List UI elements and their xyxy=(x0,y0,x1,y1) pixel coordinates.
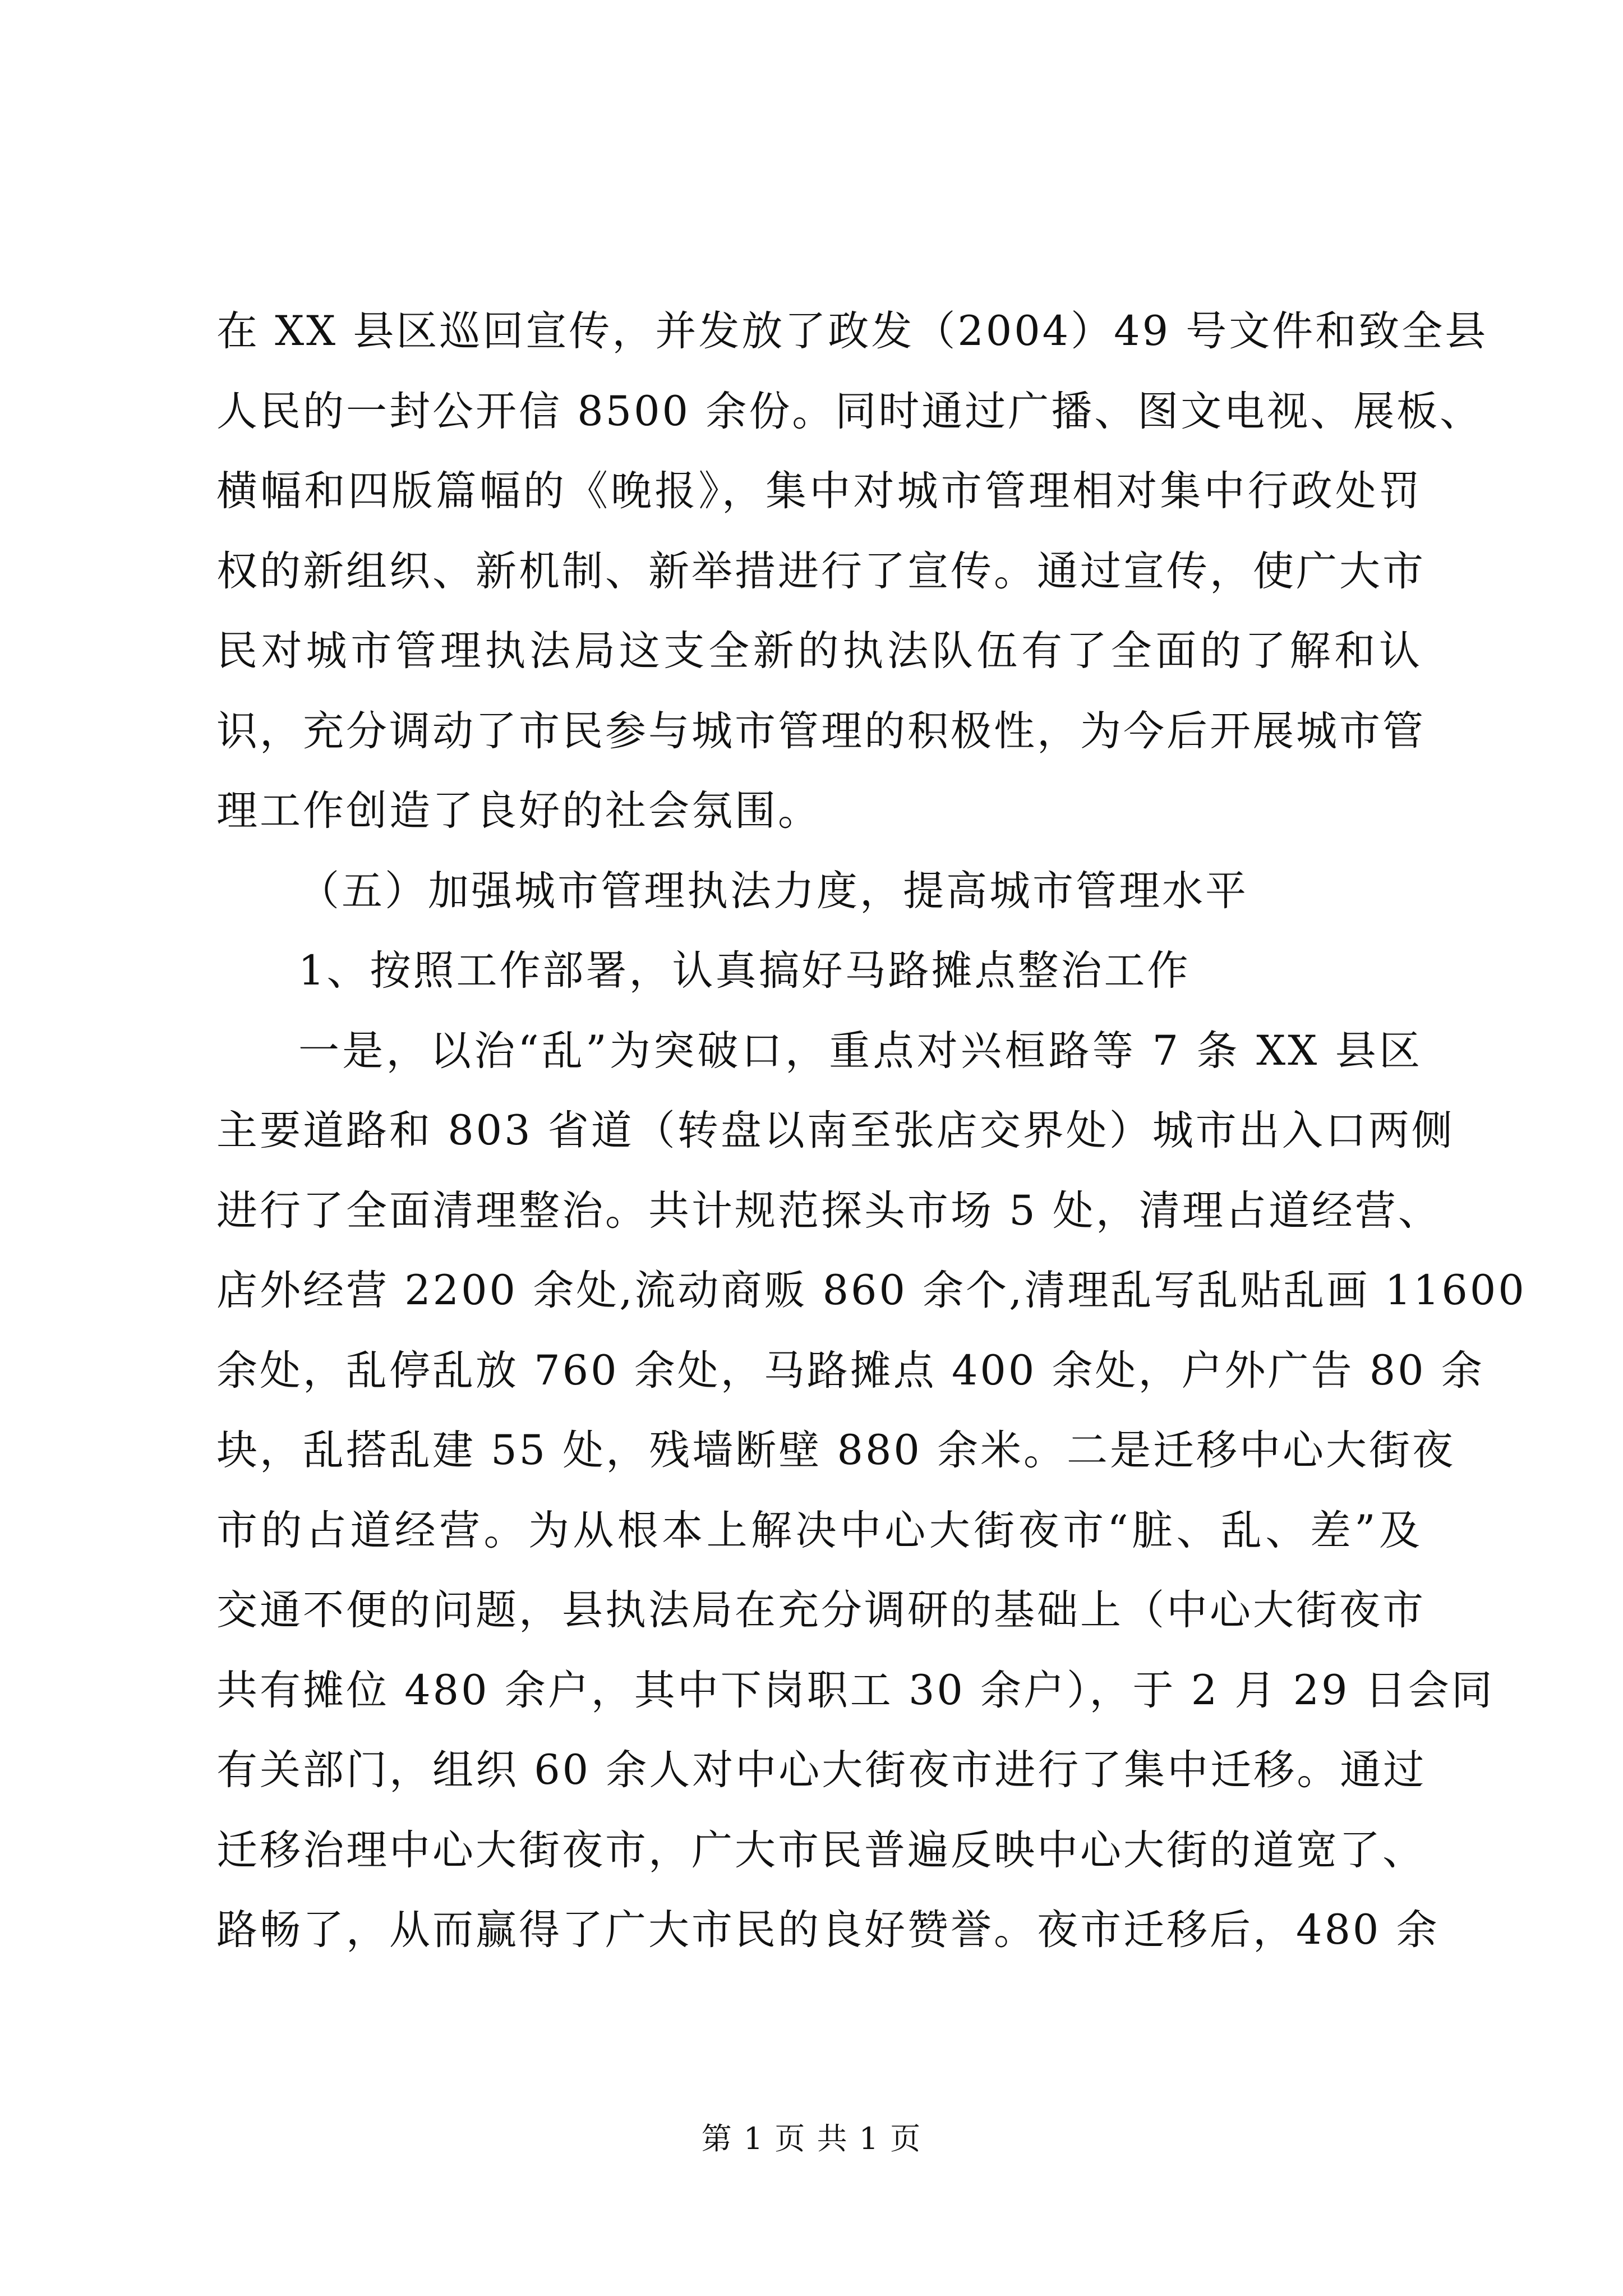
text-line: 有关部门，组织 60 余人对中心大街夜市进行了集中迁移。通过 xyxy=(216,1746,1427,1794)
text-line: 民对城市管理执法局这支全新的执法队伍有了全面的了解和认 xyxy=(216,627,1422,675)
text-line: 路畅了，从而赢得了广大市民的良好赞誉。夜市迁移后，480 余 xyxy=(216,1906,1440,1954)
text-line: 块，乱搭乱建 55 处，残墙断壁 880 余米。二是迁移中心大街夜 xyxy=(216,1427,1456,1474)
text-line: 市的占道经营。为从根本上解决中心大街夜市“脏、乱、差”及 xyxy=(216,1506,1422,1554)
text-line: 店外经营 2200 余处,流动商贩 860 余个,清理乱写乱贴乱画 11600 xyxy=(216,1267,1527,1314)
text-line: 共有摊位 480 余户，其中下岗职工 30 余户），于 2 月 29 日会同 xyxy=(216,1666,1495,1714)
text-line: 迁移治理中心大街夜市，广大市民普遍反映中心大街的道宽了、 xyxy=(216,1826,1426,1874)
page-footer: 第 1 页 共 1 页 xyxy=(701,2121,922,2156)
text-line: 理工作创造了良好的社会氛围。 xyxy=(216,787,821,835)
subsection-heading: 1、按照工作部署，认真搞好马路摊点整治工作 xyxy=(298,947,1191,995)
text-line: 横幅和四版篇幅的《晚报》，集中对城市管理相对集中行政处罚 xyxy=(216,467,1422,515)
text-line: 主要道路和 803 省道（转盘以南至张店交界处）城市出入口两侧 xyxy=(216,1107,1455,1154)
text-line: 在 XX 县区巡回宣传，并发放了政发（2004）49 号文件和致全县 xyxy=(216,307,1488,355)
text-line: 权的新组织、新机制、新举措进行了宣传。通过宣传，使广大市 xyxy=(216,547,1426,595)
text-line: 进行了全面清理整治。共计规范探头市场 5 处，清理占道经营、 xyxy=(216,1186,1441,1235)
body-text xyxy=(216,292,1527,1971)
text-line: 交通不便的问题，县执法局在充分调研的基础上（中心大街夜市 xyxy=(216,1586,1426,1634)
text-line: 识，充分调动了市民参与城市管理的积极性，为今后开展城市管 xyxy=(216,707,1426,755)
text-line: 人民的一封公开信 8500 余份。同时通过广播、图文电视、展板、 xyxy=(216,387,1483,435)
text-line: 余处，乱停乱放 760 余处，马路摊点 400 余处，户外广告 80 余 xyxy=(216,1346,1484,1395)
text-line: 一是，以治“乱”为突破口，重点对兴桓路等 7 条 XX 县区 xyxy=(298,1027,1422,1075)
section-heading: （五）加强城市管理执法力度，提高城市管理水平 xyxy=(298,867,1248,915)
